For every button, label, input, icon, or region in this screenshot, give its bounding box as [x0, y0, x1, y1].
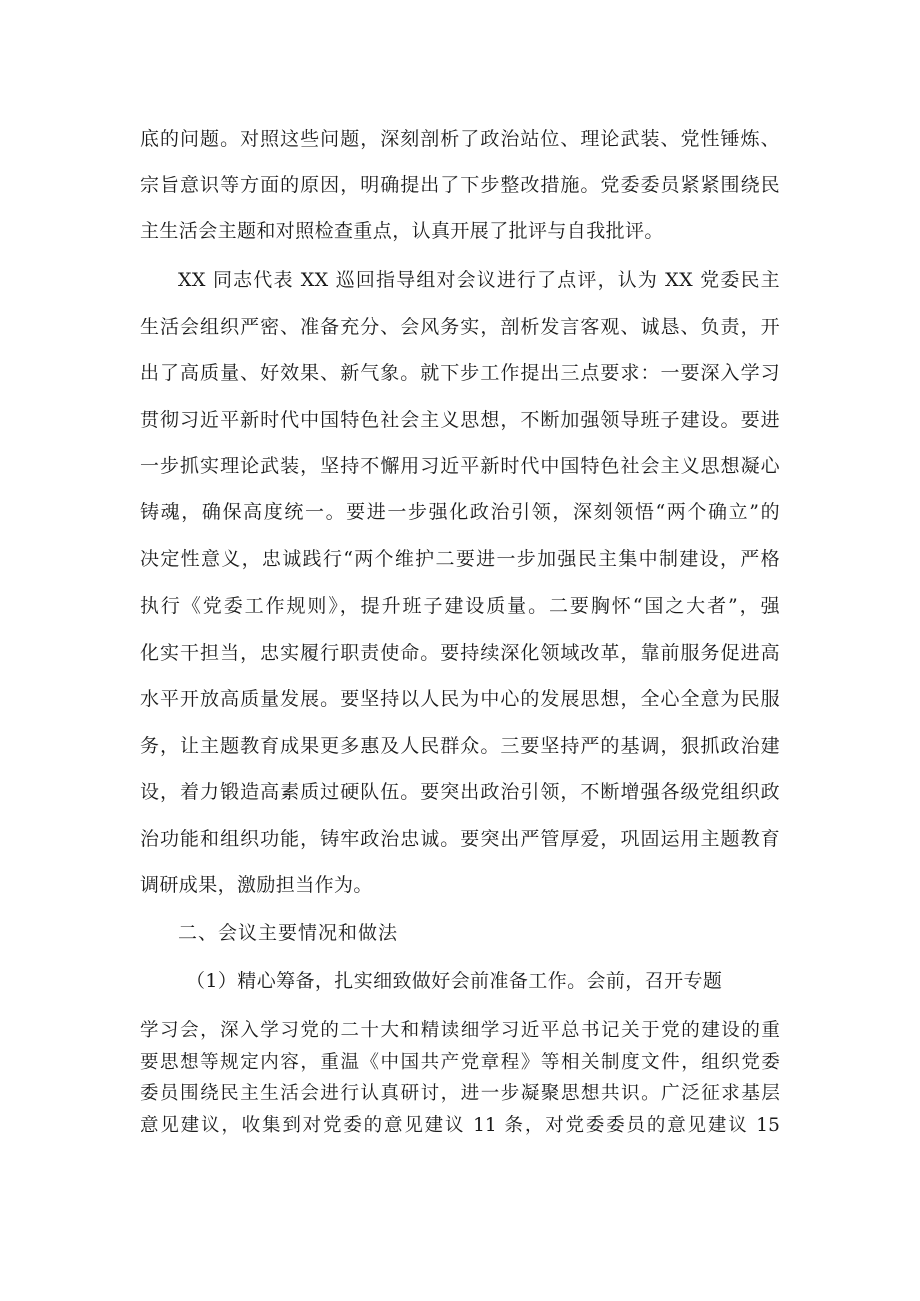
paragraph-2-line-6: 铸魂，确保高度统一。要进一步强化政治引领，深刻领悟“两个确立”的: [140, 501, 780, 523]
paragraph-1-line-1: 底的问题。对照这些问题，深刻剖析了政治站位、理论武装、党性锤炼、: [140, 128, 780, 150]
paragraph-2-line-7: 决定性意义，忠诚践行“两个维护二要进一步加强民主集中制建设，严格: [140, 548, 780, 570]
paragraph-2-line-5: 一步抓实理论武装，坚持不懈用习近平新时代中国特色社会主义思想凝心: [140, 455, 780, 477]
paragraph-1-line-2: 宗旨意识等方面的原因，明确提出了下步整改措施。党委委员紧紧围绕民: [140, 174, 780, 196]
paragraph-2-line-10: 水平开放高质量发展。要坚持以人民为中心的发展思想，全心全意为民服: [140, 688, 780, 710]
subsection-heading: （1）精心筹备，扎实细致做好会前准备工作。会前，召开专题: [186, 970, 723, 992]
paragraph-3-line-2: 要思想等规定内容，重温《中国共产党章程》等相关制度文件，组织党委: [140, 1052, 780, 1073]
paragraph-2-line-13: 治功能和组织功能，铸牢政治忠诚。要突出严管厚爱，巩固运用主题教育: [140, 828, 780, 850]
paragraph-2-line-4: 贯彻习近平新时代中国特色社会主义思想，不断加强领导班子建设。要进: [140, 409, 780, 431]
paragraph-2-line-14: 调研成果，激励担当作为。: [140, 874, 373, 896]
paragraph-1-line-3: 主生活会主题和对照检查重点，认真开展了批评与自我批评。: [140, 220, 664, 242]
paragraph-2-line-11: 务，让主题教育成果更多惠及人民群众。三要坚持严的基调，狠抓政治建: [140, 735, 780, 757]
paragraph-3-line-4: 意见建议，收集到对党委的意见建议 11 条，对党委委员的意见建议 15: [140, 1115, 780, 1136]
paragraph-2-line-2: 生活会组织严密、准备充分、会风务实，剖析发言客观、诚恳、负责，开: [140, 316, 780, 338]
paragraph-3-line-3: 委员围绕民主生活会进行认真研讨，进一步凝聚思想共识。广泛征求基层: [140, 1083, 780, 1104]
paragraph-3-line-1: 学习会，深入学习党的二十大和精读细学习近平总书记关于党的建设的重: [140, 1020, 780, 1041]
paragraph-2-line-3: 出了高质量、好效果、新气象。就下步工作提出三点要求：一要深入学习: [140, 362, 780, 384]
paragraph-2-line-1: XX 同志代表 XX 巡回指导组对会议进行了点评，认为 XX 党委民主: [178, 269, 780, 291]
paragraph-2-line-12: 设，着力锻造高素质过硬队伍。要突出政治引领，不断增强各级党组织政: [140, 781, 780, 803]
paragraph-2-line-9: 化实干担当，忠实履行职责使命。要持续深化领域改革，靠前服务促进高: [140, 642, 780, 664]
paragraph-2-line-8: 执行《党委工作规则》，提升班子建设质量。二要胸怀“国之大者”，强: [140, 595, 780, 617]
section-heading: 二、会议主要情况和做法: [178, 922, 399, 944]
